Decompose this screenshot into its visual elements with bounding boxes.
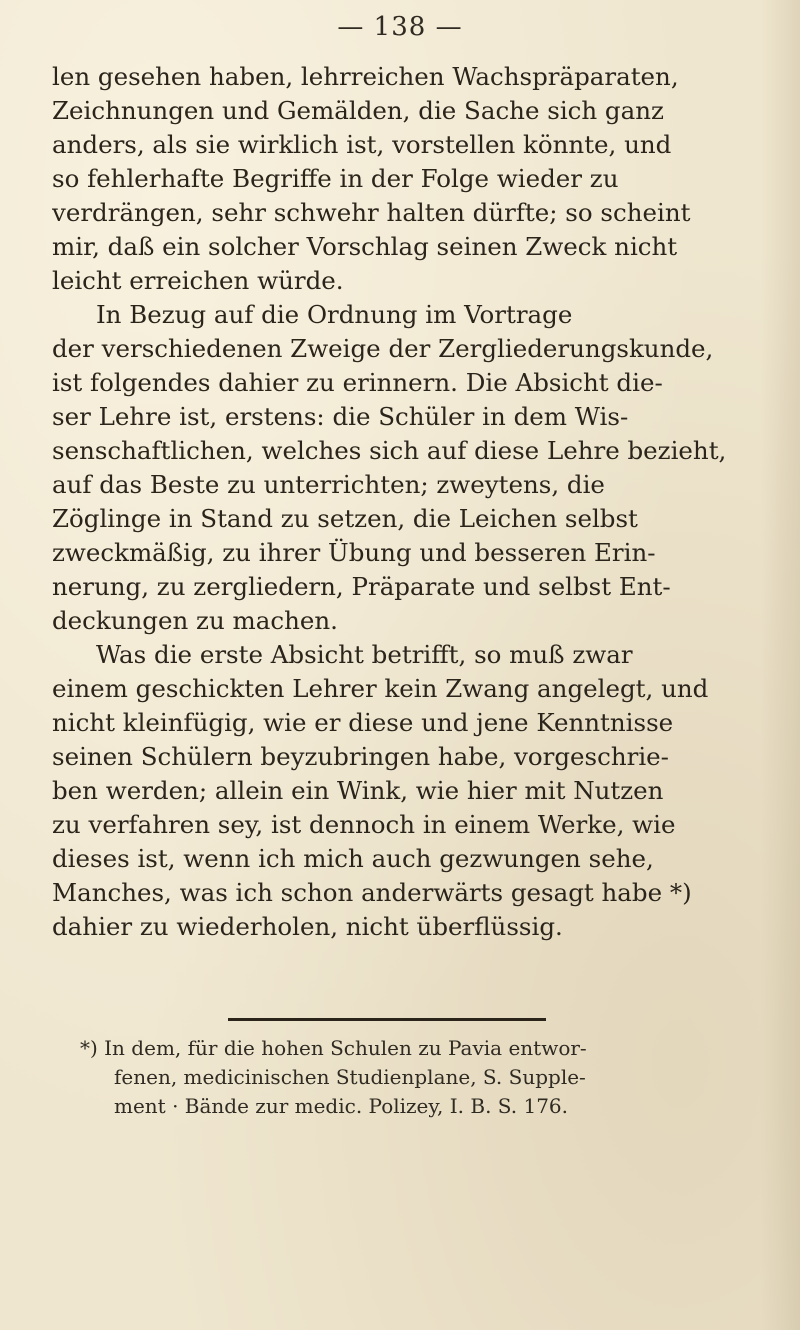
footnote-rule	[228, 1018, 546, 1021]
footnote-line: *) In dem, für die hohen Schulen zu Pavia entwor-	[80, 1036, 587, 1060]
text-line: leicht erreichen würde.	[52, 266, 344, 295]
text-line: seinen Schülern beyzubringen habe, vorgeschrie-	[52, 742, 669, 771]
text-line: deckungen zu machen.	[52, 606, 338, 635]
text-line: Zöglinge in Stand zu setzen, die Leichen selbst	[52, 504, 638, 533]
text-line: Zeichnungen und Gemälden, die Sache sich ganz	[52, 96, 664, 125]
text-line: verdrängen, sehr schwehr halten dürfte; so scheint	[52, 198, 691, 227]
text-line: zu verfahren sey, ist dennoch in einem Werke, wie	[52, 810, 676, 839]
text-line: len gesehen haben, lehrreichen Wachspräparaten,	[52, 62, 679, 91]
text-line: so fehlerhafte Begriffe in der Folge wieder zu	[52, 164, 619, 193]
text-line: zweckmäßig, zu ihrer Übung und besseren Erin-	[52, 538, 656, 567]
text-line: ben werden; allein ein Wink, wie hier mit Nutzen	[52, 776, 664, 805]
text-line: einem geschickten Lehrer kein Zwang angelegt, und	[52, 674, 709, 703]
footnote	[80, 1034, 760, 1121]
text-line: In Bezug auf die Ordnung im Vortrage	[96, 300, 573, 329]
text-line: senschaftlichen, welches sich auf diese Lehre bezieht,	[52, 436, 727, 465]
text-line: Was die erste Absicht betrifft, so muß zwar	[96, 640, 633, 669]
text-line: dieses ist, wenn ich mich auch gezwungen sehe,	[52, 844, 654, 873]
paragraph-1	[52, 60, 764, 298]
page-number: — 138 —	[337, 12, 463, 42]
text-line: der verschiedenen Zweige der Zergliederungskunde,	[52, 334, 714, 363]
text-line: anders, als sie wirklich ist, vorstellen könnte, und	[52, 130, 672, 159]
paragraph-2	[52, 298, 764, 638]
footnote-line: fenen, medicinischen Studienplane, S. Supple-	[114, 1065, 586, 1089]
text-line: auf das Beste zu unterrichten; zweytens, die	[52, 470, 605, 499]
page-edge-shadow	[760, 0, 800, 1330]
main-text	[52, 60, 764, 944]
text-line: Manches, was ich schon anderwärts gesagt habe *)	[52, 878, 692, 907]
text-line: mir, daß ein solcher Vorschlag seinen Zweck nicht	[52, 232, 678, 261]
paragraph-3	[52, 638, 764, 944]
footnote-line: ment · Bände zur medic. Polizey, I. B. S. 176.	[114, 1094, 569, 1118]
text-line: ser Lehre ist, erstens: die Schüler in dem Wis-	[52, 402, 629, 431]
text-line: ist folgendes dahier zu erinnern. Die Absicht die-	[52, 368, 663, 397]
text-line: nerung, zu zergliedern, Präparate und selbst Ent-	[52, 572, 671, 601]
text-line: dahier zu wiederholen, nicht überflüssig.	[52, 912, 563, 941]
text-line: nicht kleinfügig, wie er diese und jene Kenntnisse	[52, 708, 674, 737]
